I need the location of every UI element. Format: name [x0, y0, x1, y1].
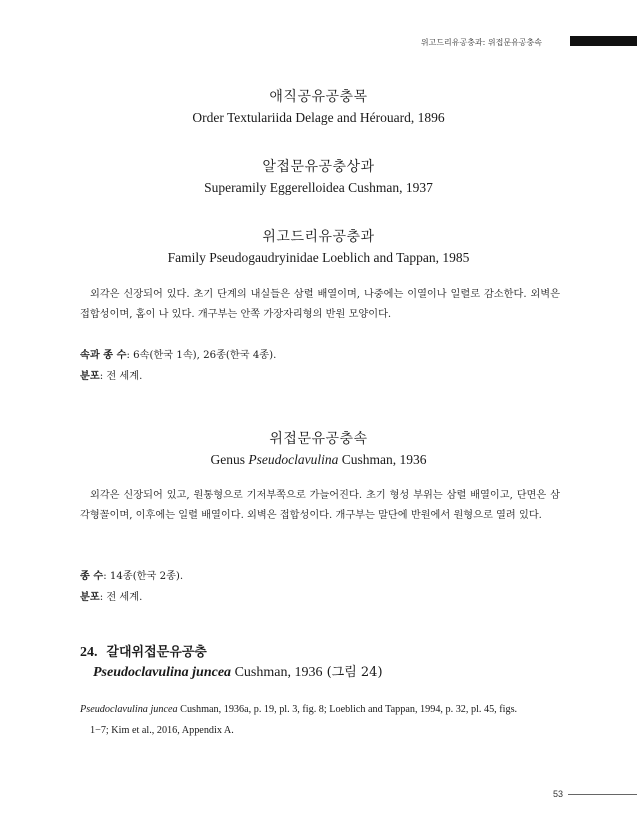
family-title-en: Family Pseudogaudryinidae Loeblich and Tappan, 1985 — [167, 250, 470, 265]
superfamily-title-ko: 알접문유공충상과 — [262, 159, 375, 175]
species-count-label: 종 수 — [80, 570, 104, 582]
reference-line-2: 1−7; Kim et al., 2016, Appendix A. — [90, 725, 234, 736]
family-heading — [0, 226, 637, 266]
reference-text-1: Cushman, 1936a, p. 19, pl. 3, fig. 8; Loeblich and Tappan, 1994, p. 32, pl. 45, figs. — [177, 704, 518, 715]
genus-description: 외각은 신장되어 있고, 원통형으로 기저부쪽으로 가늘어진다. 초기 형성 부위는 삼렬 배열이고, 단면은 삼각형꼴이며, 이후에는 일렬 배열이다. 외벽은 접합성이다. 개구부는 말단에 반원에서 원형으로 열려 있다. — [80, 490, 560, 521]
reference-species-name: Pseudoclavulina juncea — [80, 704, 178, 715]
genera-species-value: : 6속(한국 1속), 26종(한국 4종). — [126, 350, 277, 361]
species-heading — [80, 641, 207, 664]
species-name-ko: 갈대위접문유공충 — [106, 645, 207, 660]
genera-species-label: 속과 종 수 — [80, 349, 127, 361]
genus-author: Cushman, 1936 — [338, 452, 427, 467]
species-number: 24. — [80, 645, 98, 660]
species-scientific-line — [93, 662, 383, 684]
order-title-ko: 애직공유공충목 — [269, 89, 368, 105]
page-rule — [568, 794, 637, 795]
species-author: Cushman, 1936 — [231, 665, 323, 680]
species-count-value: : 14종(한국 2종). — [103, 571, 184, 582]
order-title-en: Order Textulariida Delage and Hérouard, 1896 — [192, 110, 445, 125]
order-heading — [0, 86, 637, 126]
genus-heading — [0, 428, 637, 468]
header-bar — [570, 36, 637, 46]
genus-title-ko: 위접문유공충속 — [269, 431, 368, 447]
family-distribution-value: : 전 세계. — [99, 371, 143, 382]
genus-title-en — [0, 452, 637, 468]
genus-prefix: Genus — [210, 452, 249, 467]
superfamily-heading — [0, 156, 637, 196]
family-genera-species — [80, 345, 276, 366]
genus-distribution — [80, 587, 142, 608]
family-distribution-label: 분포 — [80, 370, 100, 382]
family-distribution — [80, 366, 142, 387]
genus-species-count — [80, 566, 183, 587]
family-description: 외각은 신장되어 있다. 초기 단계의 내실들은 삼렬 배열이며, 나중에는 이열이나 일렬로 감소한다. 외벽은 접합성이며, 홈이 나 있다. 개구부는 안쪽 가장자리형의 반원 모양이다. — [80, 289, 560, 320]
species-scientific-name: Pseudoclavulina juncea — [93, 665, 232, 680]
genus-distribution-label: 분포 — [80, 591, 100, 603]
family-title-ko: 위고드리유공충과 — [262, 229, 375, 245]
page-number: 53 — [553, 789, 564, 799]
species-references — [80, 699, 562, 741]
genus-distribution-value: : 전 세계. — [99, 592, 143, 603]
species-figure-ref: (그림 24) — [322, 665, 383, 680]
genus-name: Pseudoclavulina — [248, 452, 339, 467]
superfamily-title-en: Superamily Eggerelloidea Cushman, 1937 — [204, 180, 433, 195]
running-header: 위고드리유공충과: 위접문유공충속 — [420, 38, 542, 47]
reference-line-1 — [80, 699, 562, 720]
